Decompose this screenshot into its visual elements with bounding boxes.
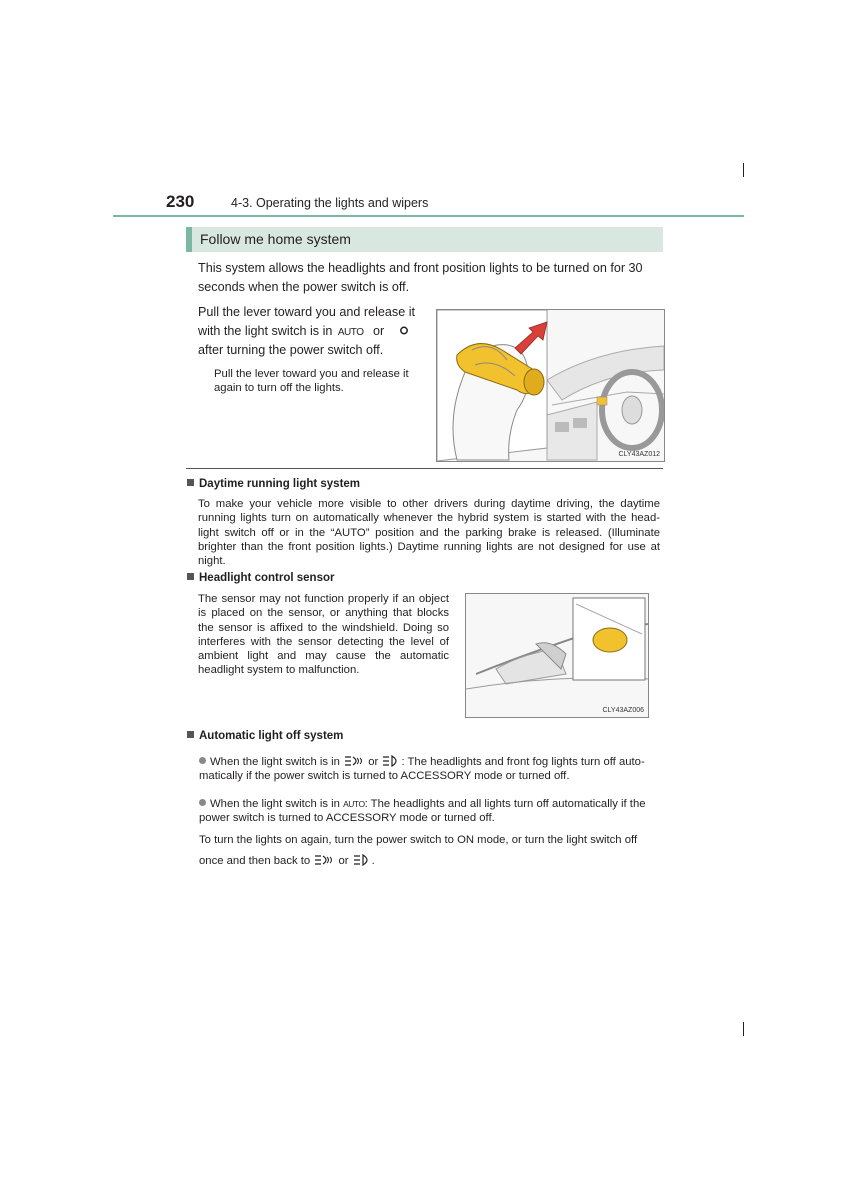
period-text: . — [371, 855, 375, 867]
headlight-icon — [352, 854, 372, 866]
section-title: Follow me home system — [186, 227, 663, 252]
lever-figure — [436, 309, 665, 462]
sensor-figure — [465, 593, 649, 718]
auto-symbol: AUTO — [343, 799, 365, 809]
round-bullet-icon — [199, 799, 206, 806]
auto-off-heading — [187, 730, 343, 742]
bullet-text: When the light switch is in — [210, 756, 340, 768]
bullet-text: : The headlights and front fog lights turn off auto-matically if the power switch is turned to ACCESSORY mode or turned off. — [199, 756, 645, 783]
breadcrumb: 4-3. Operating the lights and wipers — [231, 196, 429, 210]
page-number: 230 — [166, 192, 195, 211]
auto-off-bullet-2 — [199, 797, 663, 826]
bullet-text: : The headlights and all lights turn off automatically if the power switch is turned to ACCESSORY mode or turned off. — [199, 798, 646, 825]
intro-text: This system allows the headlights and front position lights to be turned on for 30 seconds when the power switch is off. — [198, 261, 643, 294]
daytime-heading — [187, 478, 360, 490]
sensor-title: Headlight control sensor — [199, 572, 335, 584]
lever-illustration — [437, 310, 664, 461]
bullet-text: When the light switch is in — [210, 798, 340, 810]
or-text: or — [368, 756, 379, 768]
headlight-icon — [381, 755, 401, 767]
instruction-line-1: Pull the lever toward you and release it — [198, 305, 416, 319]
square-bullet-icon — [187, 479, 194, 486]
front-fog-light-icon — [343, 755, 365, 767]
or-text: or — [338, 855, 349, 867]
section-divider — [186, 468, 663, 469]
instruction-line-2 — [198, 322, 414, 342]
square-bullet-icon — [187, 731, 194, 738]
figure-code: CLY43AZ006 — [602, 707, 644, 714]
auto-off-footer-1: To turn the lights on again, turn the power switch to ON mode, or turn the light switch off — [199, 834, 638, 846]
header-rule — [113, 215, 744, 217]
or-text: or — [373, 324, 385, 338]
square-bullet-icon — [187, 573, 194, 580]
daytime-body: To make your vehicle more visible to other drivers during daytime driving, the daytime running lights turn on automatically whenever the hybrid system is started with the head-light switch off or in the “AUTO” position and the parking brake is released. (Illuminate brighter than the front position lights.) Daytime running lights are not designed for use at night. — [198, 498, 660, 568]
sensor-illustration — [466, 594, 648, 717]
sensor-heading — [187, 572, 334, 584]
sensor-body: The sensor may not function properly if an object is placed on the sensor, or anything that blocks the sensor is affixed to the windshield. Doing so interferes with the sensor detecting the level of ambient light and may cause the automatic headlight system to malfunction. — [198, 593, 449, 677]
note-text: Pull the lever toward you and release it again to turn off the lights. — [214, 368, 409, 395]
instruction-line-3: after turning the power switch off. — [198, 343, 384, 357]
auto-off-bullet-1 — [199, 755, 663, 784]
front-fog-light-icon — [313, 854, 335, 866]
footer-text: once and then back to — [199, 855, 311, 867]
instruction-text: with the light switch is in — [198, 324, 333, 338]
daytime-title: Daytime running light system — [199, 478, 361, 490]
auto-off-footer-2 — [199, 854, 375, 868]
auto-symbol: AUTO — [337, 327, 364, 338]
round-bullet-icon — [199, 757, 206, 764]
auto-off-title: Automatic light off system — [199, 730, 344, 742]
crop-mark-bottom — [743, 1022, 744, 1036]
position-light-icon — [394, 324, 414, 337]
crop-mark-top — [743, 163, 744, 177]
figure-code: CLY43AZ012 — [618, 451, 660, 458]
